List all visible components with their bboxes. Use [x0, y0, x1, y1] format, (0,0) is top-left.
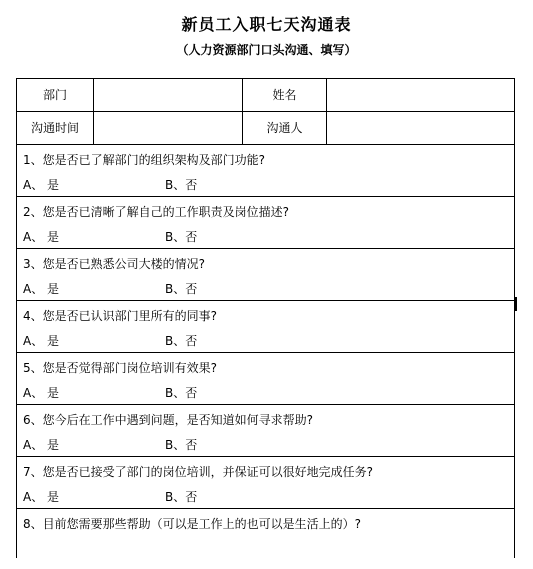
question-8[interactable]: [17, 509, 514, 569]
option-b-no[interactable]: B、否: [165, 230, 198, 244]
question-text: 8、目前您需要那些帮助（可以是工作上的也可以是生活上的）?: [23, 517, 362, 531]
communication-time-label: 沟通时间: [17, 112, 94, 144]
option-a-yes[interactable]: A、 是: [23, 230, 60, 244]
name-field[interactable]: [327, 79, 514, 111]
option-a-yes[interactable]: A、 是: [23, 438, 60, 452]
question-5: [17, 353, 514, 405]
question-text: 4、您是否已认识部门里所有的同事?: [23, 309, 218, 323]
question-text: 7、您是否已接受了部门的岗位培训，并保证可以很好地完成任务?: [23, 465, 374, 479]
communication-form: [16, 78, 515, 558]
option-a-yes[interactable]: A、 是: [23, 386, 60, 400]
option-b-no[interactable]: B、否: [165, 282, 198, 296]
info-row-communication: [17, 112, 514, 145]
option-b-no[interactable]: B、否: [165, 490, 198, 504]
option-a-yes[interactable]: A、 是: [23, 334, 60, 348]
option-a-yes[interactable]: A、 是: [23, 282, 60, 296]
communicator-field[interactable]: [327, 112, 514, 144]
question-text: 6、您今后在工作中遇到问题，是否知道如何寻求帮助?: [23, 413, 314, 427]
option-a-yes[interactable]: A、 是: [23, 178, 60, 192]
question-6: [17, 405, 514, 457]
info-row-department: [17, 79, 514, 112]
form-title: 新员工入职七天沟通表: [181, 15, 352, 34]
question-text: 3、您是否已熟悉公司大楼的情况?: [23, 257, 206, 271]
question-text: 2、您是否已清晰了解自己的工作职责及岗位描述?: [23, 205, 290, 219]
option-b-no[interactable]: B、否: [165, 386, 198, 400]
question-4: [17, 301, 514, 353]
question-2: [17, 197, 514, 249]
option-b-no[interactable]: B、否: [165, 438, 198, 452]
question-3: [17, 249, 514, 301]
option-b-no[interactable]: B、否: [165, 334, 198, 348]
question-1: [17, 145, 514, 197]
department-label: 部门: [17, 79, 94, 111]
text-cursor: [514, 297, 517, 311]
name-label: 姓名: [243, 79, 327, 111]
question-text: 1、您是否已了解部门的组织架构及部门功能?: [23, 153, 266, 167]
option-b-no[interactable]: B、否: [165, 178, 198, 192]
department-field[interactable]: [94, 79, 243, 111]
question-text: 5、您是否觉得部门岗位培训有效果?: [23, 361, 218, 375]
communication-time-field[interactable]: [94, 112, 243, 144]
communicator-label: 沟通人: [243, 112, 327, 144]
option-a-yes[interactable]: A、 是: [23, 490, 60, 504]
question-7: [17, 457, 514, 509]
form-subtitle: （人力资源部门口头沟通、填写）: [176, 43, 357, 57]
